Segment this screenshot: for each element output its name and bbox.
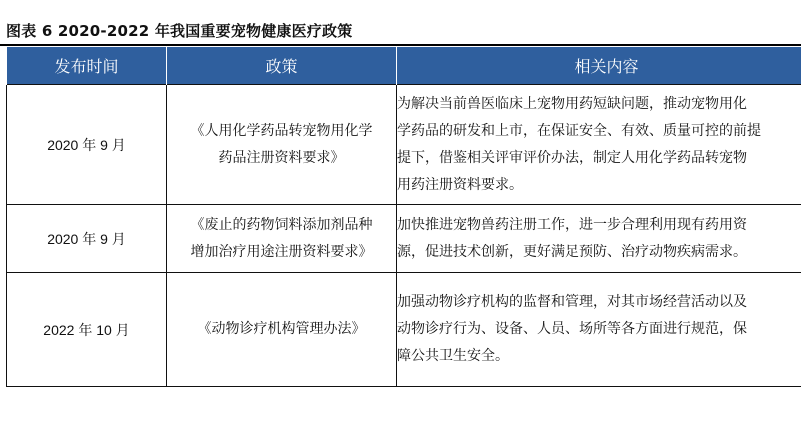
table-row	[7, 85, 801, 205]
policy-cell	[167, 273, 397, 387]
caption-rule	[0, 44, 801, 46]
content-line: 用药注册资料要求。	[397, 176, 523, 193]
policy-cell	[167, 85, 397, 205]
header-policy: 政策	[167, 47, 397, 85]
content-line: 源，促进技术创新，更好满足预防、治疗动物疾病需求。	[397, 243, 747, 260]
figure-caption: 图表 6 2020-2022 年我国重要宠物健康医疗政策	[6, 22, 353, 40]
policy-line: 《人用化学药品转宠物用化学	[190, 122, 373, 139]
content-cell	[397, 205, 801, 273]
header-row	[7, 47, 801, 85]
content-line: 学药品的研发和上市，在保证安全、有效、质量可控的前提	[397, 122, 761, 139]
header-content: 相关内容	[397, 47, 801, 85]
content-line: 提下，借鉴相关评审评价办法，制定人用化学药品转宠物	[397, 149, 747, 166]
content-line: 加强动物诊疗机构的监督和管理，对其市场经营活动以及	[397, 294, 747, 310]
table-row	[7, 273, 801, 387]
content-cell	[397, 273, 801, 387]
content-line: 动物诊疗行为、设备、人员、场所等各方面进行规范，保	[397, 321, 747, 337]
content-line: 加快推进宠物兽药注册工作，进一步合理利用现有药用资	[397, 216, 747, 233]
policy-line: 《动物诊疗机构管理办法》	[197, 321, 366, 337]
date-cell: 2020 年 9 月	[7, 205, 167, 273]
table-row	[7, 205, 801, 273]
policy-cell	[167, 205, 397, 273]
policy-line: 药品注册资料要求》	[218, 149, 345, 166]
policy-table	[6, 47, 801, 387]
policy-line: 《废止的药物饲料添加剂品种	[190, 216, 373, 233]
content-line: 为解决当前兽医临床上宠物用药短缺问题，推动宠物用化	[397, 95, 747, 112]
content-line: 障公共卫生安全。	[397, 348, 509, 364]
date-cell: 2020 年 9 月	[7, 85, 167, 205]
date-cell: 2022 年 10 月	[7, 273, 167, 387]
header-date: 发布时间	[7, 47, 167, 85]
policy-line: 增加治疗用途注册资料要求》	[190, 243, 373, 260]
content-cell	[397, 85, 801, 205]
